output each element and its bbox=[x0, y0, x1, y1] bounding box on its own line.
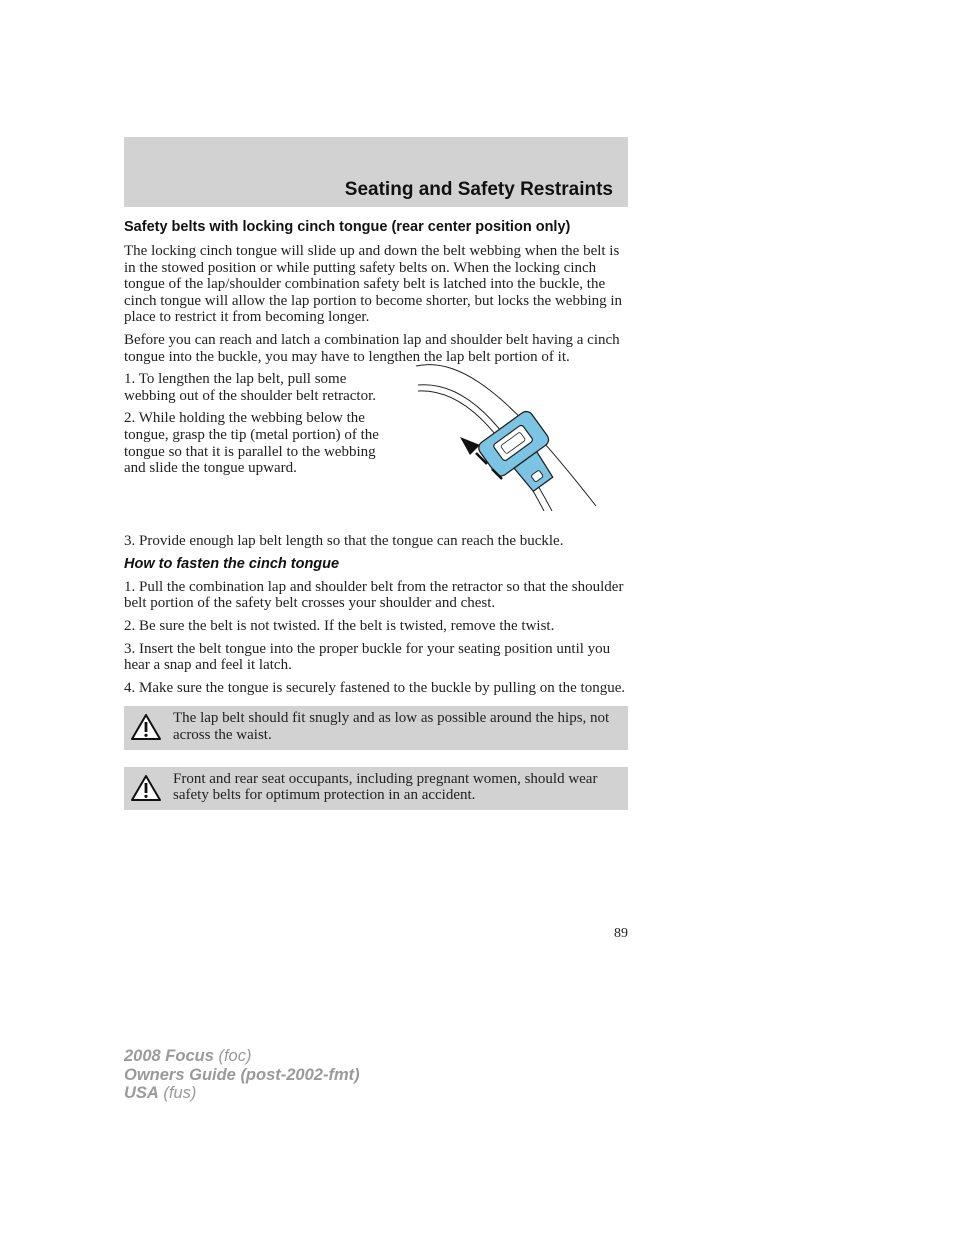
step-item: 1. Pull the combination lap and shoulder belt from the retractor so that the shoulder belt portion of the safety belt crosses your shoulder and chest. bbox=[124, 578, 624, 612]
step-item: 3. Insert the belt tongue into the proper buckle for your seating position until you hear a snap and feel it latch. bbox=[124, 640, 611, 674]
step-item: 3. Provide enough lap belt length so that the tongue can reach the buckle. bbox=[124, 533, 564, 550]
cinch-tongue-illustration bbox=[404, 361, 614, 511]
footer-market: USA bbox=[124, 1084, 159, 1102]
steps-with-illustration bbox=[124, 371, 628, 533]
footer-model-code: (foc) bbox=[213, 1047, 252, 1065]
section-title: Seating and Safety Restraints bbox=[344, 179, 613, 200]
warning-box bbox=[124, 767, 628, 810]
footer-guide: Owners Guide (post-2002-fmt) bbox=[124, 1065, 360, 1084]
step-item: 2. While holding the webbing below the tongue, grasp the tip (metal portion) of the tongue so that it is parallel to the webbing and slide the tongue upward. bbox=[124, 410, 379, 477]
page-content bbox=[124, 219, 628, 827]
warning-triangle-icon bbox=[130, 774, 162, 802]
page-number: 89 bbox=[614, 926, 628, 941]
step-item: 1. To lengthen the lap belt, pull some webbing out of the shoulder belt retractor. bbox=[124, 371, 377, 404]
section-header-band bbox=[124, 137, 628, 207]
paragraph: Before you can reach and latch a combination lap and shoulder belt having a cinch tongue into the buckle, you may have to lengthen the lap belt portion of it. bbox=[124, 331, 620, 365]
warning-text: Front and rear seat occupants, including pregnant women, should wear safety belts for optimum protection in an accident. bbox=[173, 770, 598, 804]
step-item: 4. Make sure the tongue is securely fastened to the buckle by pulling on the tongue. bbox=[124, 679, 626, 696]
section-heading: Safety belts with locking cinch tongue (rear center position only) bbox=[124, 219, 571, 235]
warning-triangle-icon bbox=[130, 713, 162, 741]
paragraph: The locking cinch tongue will slide up and down the belt webbing when the belt is in the stowed position or while putting safety belts on. When the locking cinch tongue of the lap/shoulder combination safety belt is latched into the buckle, the cinch tongue will allow the lap portion to become shorter, but locks the webbing in place to restrict it from becoming longer. bbox=[124, 243, 623, 326]
document-footer bbox=[124, 1047, 360, 1103]
warning-text: The lap belt should fit snugly and as low as possible around the hips, not across the waist. bbox=[173, 710, 610, 743]
warning-box bbox=[124, 706, 628, 749]
subsection-heading: How to fasten the cinch tongue bbox=[124, 555, 340, 572]
footer-model: 2008 Focus bbox=[124, 1047, 214, 1065]
step-item: 2. Be sure the belt is not twisted. If the belt is twisted, remove the twist. bbox=[124, 617, 555, 634]
footer-market-code: (fus) bbox=[158, 1084, 197, 1102]
